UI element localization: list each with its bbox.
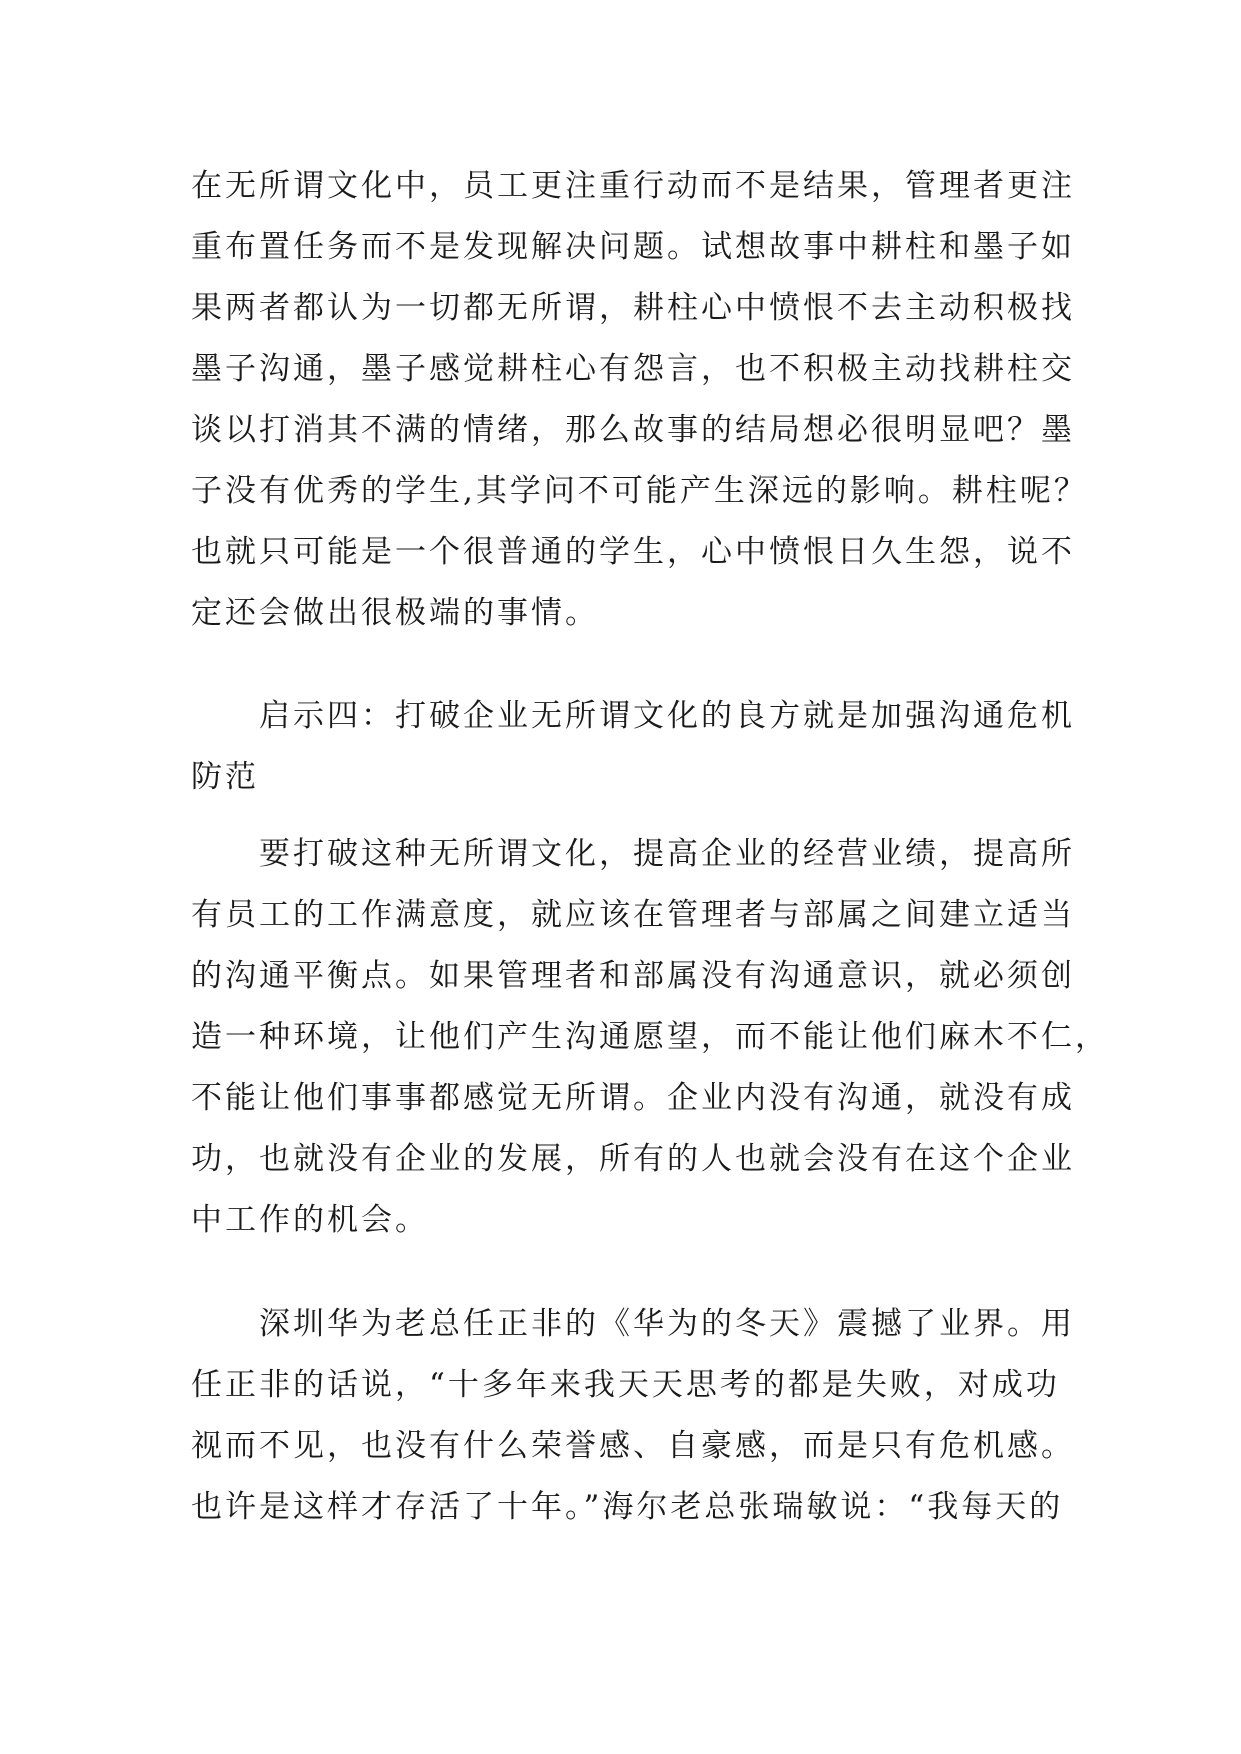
text-line: 在无所谓文化中，员工更注重行动而不是结果，管理者更注 <box>191 168 1075 204</box>
paragraph-huawei-winter <box>191 1294 1075 1538</box>
paragraph-break-culture <box>191 824 1109 1251</box>
text-line: 任正非的话说，“十多年来我天天思考的都是失败，对成功 <box>191 1367 1060 1403</box>
text-line: 重布置任务而不是发现解决问题。试想故事中耕柱和墨子如 <box>191 229 1075 265</box>
text-line: 墨子沟通，墨子感觉耕柱心有怨言，也不积极主动找耕柱交 <box>191 351 1075 387</box>
text-line: 造一种环境，让他们产生沟通愿望，而不能让他们麻木不仁， <box>191 1019 1109 1055</box>
text-line: 深圳华为老总任正非的《华为的冬天》震撼了业界。用 <box>191 1306 1075 1342</box>
text-line: 的沟通平衡点。如果管理者和部属没有沟通意识，就必须创 <box>191 958 1075 994</box>
text-line: 功，也就没有企业的发展，所有的人也就会没有在这个企业 <box>191 1141 1075 1177</box>
text-line: 子没有优秀的学生,其学问不可能产生深远的影响。耕柱呢？ <box>191 473 1088 509</box>
text-line: 也许是这样才存活了十年。”海尔老总张瑞敏说：“我每天的 <box>191 1489 1064 1525</box>
section-heading-insight-four <box>191 686 1075 808</box>
text-line: 有员工的工作满意度，就应该在管理者与部属之间建立适当 <box>191 897 1075 933</box>
text-line: 定还会做出很极端的事情。 <box>191 595 599 631</box>
text-line: 视而不见，也没有什么荣誉感、自豪感，而是只有危机感。 <box>191 1428 1075 1464</box>
text-line: 不能让他们事事都感觉无所谓。企业内没有沟通，就没有成 <box>191 1080 1075 1116</box>
text-line: 也就只可能是一个很普通的学生，心中愤恨日久生怨，说不 <box>191 534 1075 570</box>
paragraph-wusuowei-culture <box>191 156 1088 644</box>
heading-line: 启示四：打破企业无所谓文化的良方就是加强沟通危机 <box>191 698 1075 734</box>
heading-line: 防范 <box>191 759 259 795</box>
text-line: 中工作的机会。 <box>191 1202 429 1238</box>
text-line: 果两者都认为一切都无所谓，耕柱心中愤恨不去主动积极找 <box>191 290 1075 326</box>
text-line: 谈以打消其不满的情绪，那么故事的结局想必很明显吧？墨 <box>191 412 1075 448</box>
text-line: 要打破这种无所谓文化，提高企业的经营业绩，提高所 <box>191 836 1075 872</box>
